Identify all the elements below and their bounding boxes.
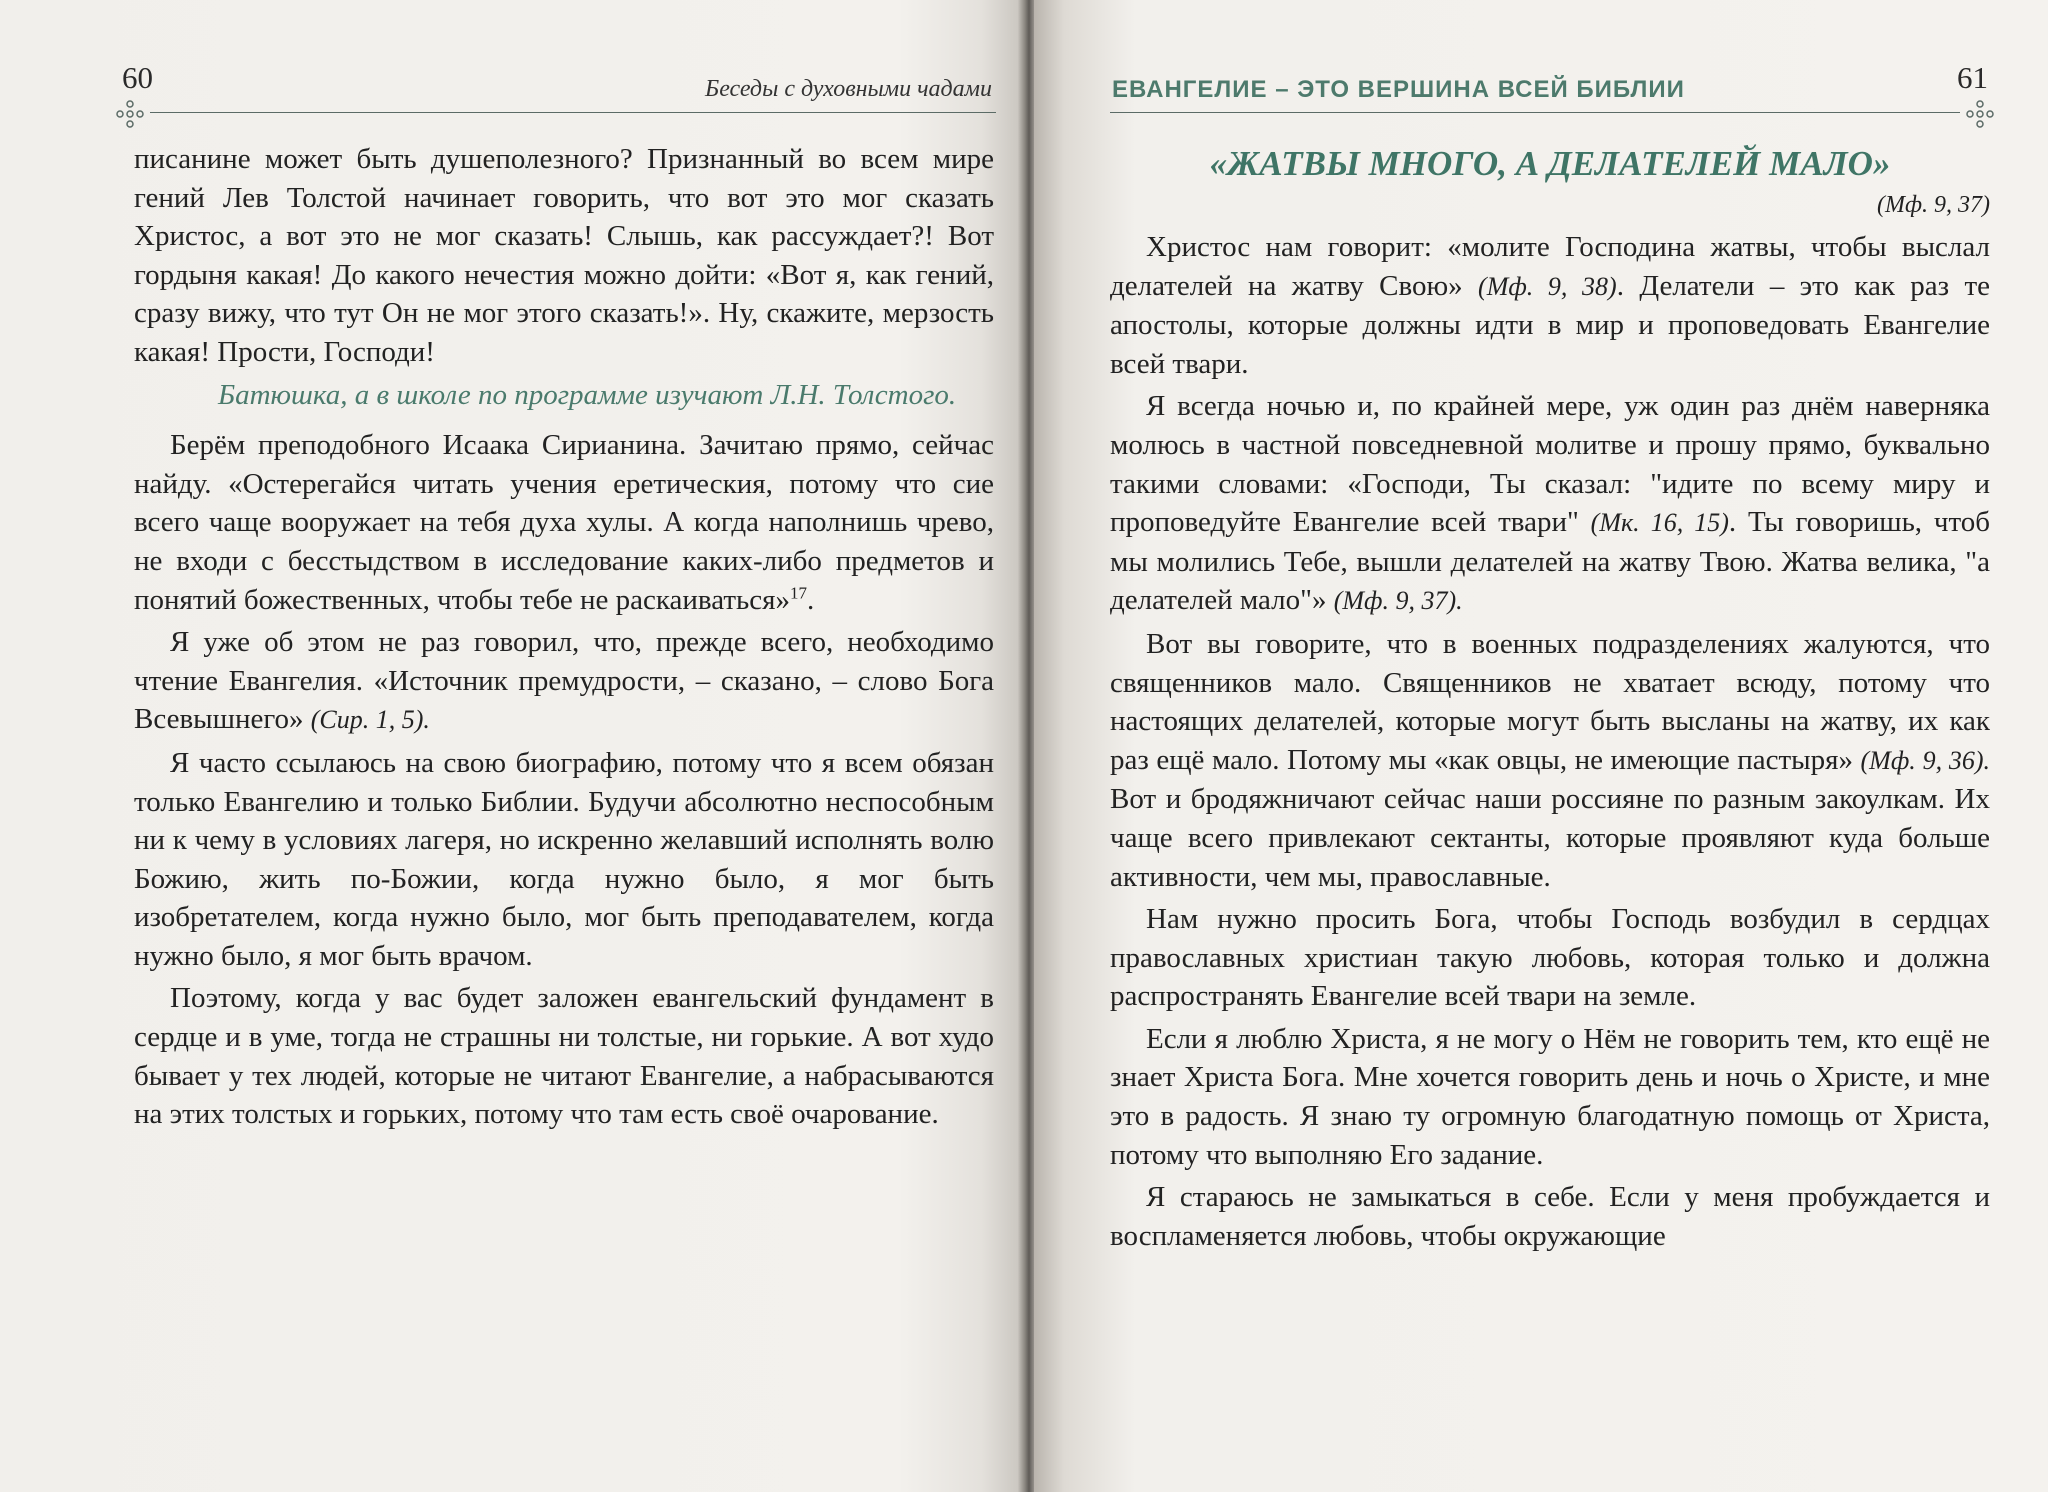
cross-ornament-icon bbox=[1964, 98, 1996, 130]
paragraph: Я уже об этом не раз говорил, что, прежде всего, необходимо чтение Евангелия. «Источник премудрости, – сказано, – слово Бога Всевышнего» (Сир. 1, 5). bbox=[134, 626, 994, 736]
paragraph: Христос нам говорит: «молите Господина жатвы, чтобы выслал делателей на жатву Свою» (Мф. 9, 38). Делатели – это как раз те апостолы, которые должны идти в мир и проповедовать Евангелие всей твари. bbox=[1110, 231, 1991, 380]
header-rule-right bbox=[1110, 112, 1960, 113]
scripture-reference: (Сир. 1, 5). bbox=[310, 705, 430, 735]
paragraph: Я стараюсь не замыкаться в себе. Если у меня пробуждается и воспламеняется любовь, чтобы окружающие bbox=[1110, 1181, 1990, 1252]
interviewer-question: Батюшка, а в школе по программе изучают Л.Н. Толстого. bbox=[218, 378, 957, 411]
chapter-title: «ЖАТВЫ МНОГО, А ДЕЛАТЕЛЕЙ МАЛО» bbox=[1209, 144, 1891, 183]
left-page bbox=[0, 0, 1022, 1492]
paragraph: Если я люблю Христа, я не могу о Нём не говорить тем, кто ещё не знает Христа Бога. Мне хочется говорить день и ночь о Христе, и мне это в радость. Я знаю ту огромную благодатную помощь от Христа, потому что выполняю Его задание. bbox=[1110, 1022, 1990, 1171]
scripture-reference: (Мф. 9, 37). bbox=[1333, 586, 1463, 616]
page-number-right: 61 bbox=[1957, 60, 1988, 95]
left-page-header bbox=[120, 54, 996, 114]
chapter-scripture-reference: (Мф. 9, 37) bbox=[1876, 192, 1990, 218]
right-page bbox=[1034, 0, 2048, 1492]
paragraph: Нам нужно просить Бога, чтобы Господь возбудил в сердцах православных христиан такую любовь, которая только и должна распространять Евангелие всей твари на земле. bbox=[1110, 903, 1990, 1013]
paragraph: Вот вы говорите, что в военных подразделениях жалуются, что священников мало. Священников не хватает всюду, потому что настоящих делателей, которые могут быть высланы на жатву, их как раз ещё мало. Потому мы «как овцы, не имеющие пастыря» (Мф. 9, 36). Вот и бродяжничают сейчас наши россияне по разным закоулкам. Их чаще всего привлекают сектанты, которые проявляют куда больше активности, чем мы, православные. bbox=[1110, 627, 1991, 893]
running-title-left: Беседы с духовными чадами bbox=[705, 76, 992, 102]
scripture-reference: (Мф. 9, 38) bbox=[1478, 271, 1617, 301]
header-rule-left bbox=[150, 112, 996, 113]
paragraph: Поэтому, когда у вас будет заложен евангельский фундамент в сердце и в уме, тогда не страшны ни толстые, ни горькие. А вот худо бывает у тех людей, которые не читают Евангелие, а набрасываются на этих толстых и горьких, потому что там есть своё очарование. bbox=[134, 982, 994, 1131]
paragraph: Берём преподобного Исаака Сирианина. Зачитаю прямо, сейчас найду. «Остерегайся читать учения еретическия, потому что сие всего чаще вооружает на тебя духа хулы. А когда наполнишь чрево, не входи с бесстыдством в исследование каких-либо предметов и понятий божественных, чтобы тебе не раскаиваться»$^{17}$. bbox=[134, 429, 994, 616]
scripture-reference: (Мк. 16, 15) bbox=[1590, 508, 1729, 538]
paragraph: Я часто ссылаюсь на свою биографию, потому что я всем обязан только Евангелию и только Библии. Будучи абсолютно неспособным ни к чему в условиях лагеря, но искренно желавший исполнять волю Божию, жить по-Божии, когда нужно было, я мог быть изобретателем, когда нужно было, мог быть преподавателем, когда нужно было, я мог быть врачом. bbox=[134, 746, 994, 972]
cross-ornament-icon bbox=[114, 98, 146, 130]
running-title-right: ЕВАНГЕЛИЕ – ЭТО ВЕРШИНА ВСЕЙ БИБЛИИ bbox=[1112, 76, 1685, 103]
left-page-body bbox=[134, 140, 994, 1138]
paragraph: Я всегда ночью и, по крайней мере, уж один раз днём наверняка молюсь в частной повседневной молитве и прошу прямо, буквально такими словами: «Господи, Ты сказал: "идите по всему миру и проповедуйте Евангелие всей твари" (Мк. 16, 15). Ты говоришь, чтоб мы молились Тебе, вышли делателей на жатву Твою. Жатва велика, "а делателей мало"» (Мф. 9, 37). bbox=[1110, 390, 1990, 617]
page-number-left: 60 bbox=[122, 60, 153, 95]
right-page-body bbox=[1110, 140, 1990, 1259]
right-page-header bbox=[1110, 54, 1990, 114]
scripture-reference: (Мф. 9, 36). bbox=[1860, 745, 1991, 775]
paragraph: писанине может быть душеполезного? Признанный во всем мире гений Лев Толстой начинает говорить, что вот это мог сказать Христос, а вот это не мог сказать! Слышь, как рассуждает?! Вот гордыня какая! До какого нечестия можно дойти: «Вот я, как гений, сразу вижу, что тут Он не мог этого сказать!». Ну, скажите, мерзость какая! Прости, Господи! bbox=[134, 143, 994, 368]
footnote-marker: 17 bbox=[789, 582, 807, 602]
